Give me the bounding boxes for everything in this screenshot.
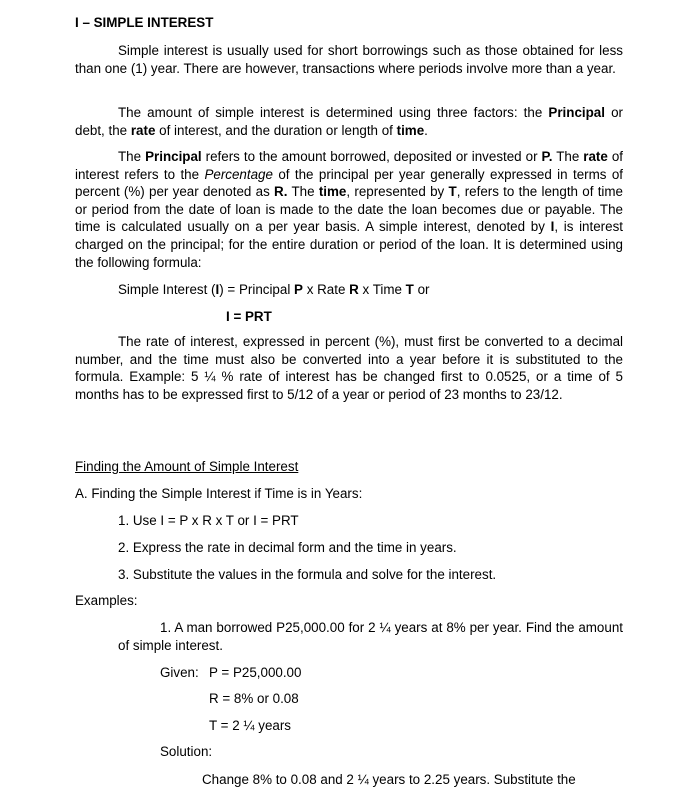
examples-label: Examples: <box>75 593 138 608</box>
given-rate: R = 8% or 0.08 <box>209 691 299 706</box>
paragraph-definitions: The Principal refers to the amount borrowed, deposited or invested or P. The rate of interest refers to the Percentage of the principal per year generally expressed in terms of percent (%) per year denoted as R. The time, represented by T, refers to the length of time or period from the date of loan is made to the date the loan becomes due or payable. The time is calculated usually on a per year basis. A simple interest, denoted by I, is interest charged on the principal; for the entire duration or period of the loan. It is determined using the following formula: <box>75 149 624 270</box>
solution-line: Change 8% to 0.08 and 2 ¼ years to 2.25 years. Substitute the <box>202 772 576 787</box>
step-2: 2. Express the rate in decimal form and the time in years. <box>118 540 457 555</box>
section-heading: I – SIMPLE INTEREST <box>75 15 214 30</box>
given-label: Given: <box>160 665 199 680</box>
paragraph-conversion: The rate of interest, expressed in percent (%), must first be converted to a decimal number, and the time must also be converted into a year before it is substituted to the formula. Example: 5 ¼ % rate of interest has be changed first to 0.0525, or a time of 5 months has to be expressed first to 5/12 of a year or period of 23 months to 23/12. <box>75 334 623 402</box>
step-1: 1. Use I = P x R x T or I = PRT <box>118 513 299 528</box>
section-title: Finding the Amount of Simple Interest <box>75 459 299 474</box>
step-3: 3. Substitute the values in the formula and solve for the interest. <box>118 567 497 582</box>
paragraph-intro: Simple interest is usually used for short borrowings such as those obtained for less than one (1) year. There are however, transactions where periods involve more than a year. <box>75 43 623 76</box>
paragraph-factors: The amount of simple interest is determined using three factors: the Principal or debt, the rate of interest, and the duration or length of time. <box>75 105 623 138</box>
solution-label: Solution: <box>160 744 213 759</box>
given-time: T = 2 ¼ years <box>209 718 291 733</box>
formula-symbolic: I = PRT <box>226 309 272 324</box>
formula-words: Simple Interest (I) = Principal P x Rate R x Time T or <box>118 282 430 297</box>
example-1-problem: 1. A man borrowed P25,000.00 for 2 ¼ years at 8% per year. Find the amount of simple interest. <box>118 620 623 653</box>
subsection-a-title: A. Finding the Simple Interest if Time is in Years: <box>75 486 363 501</box>
given-principal: P = P25,000.00 <box>209 665 302 680</box>
